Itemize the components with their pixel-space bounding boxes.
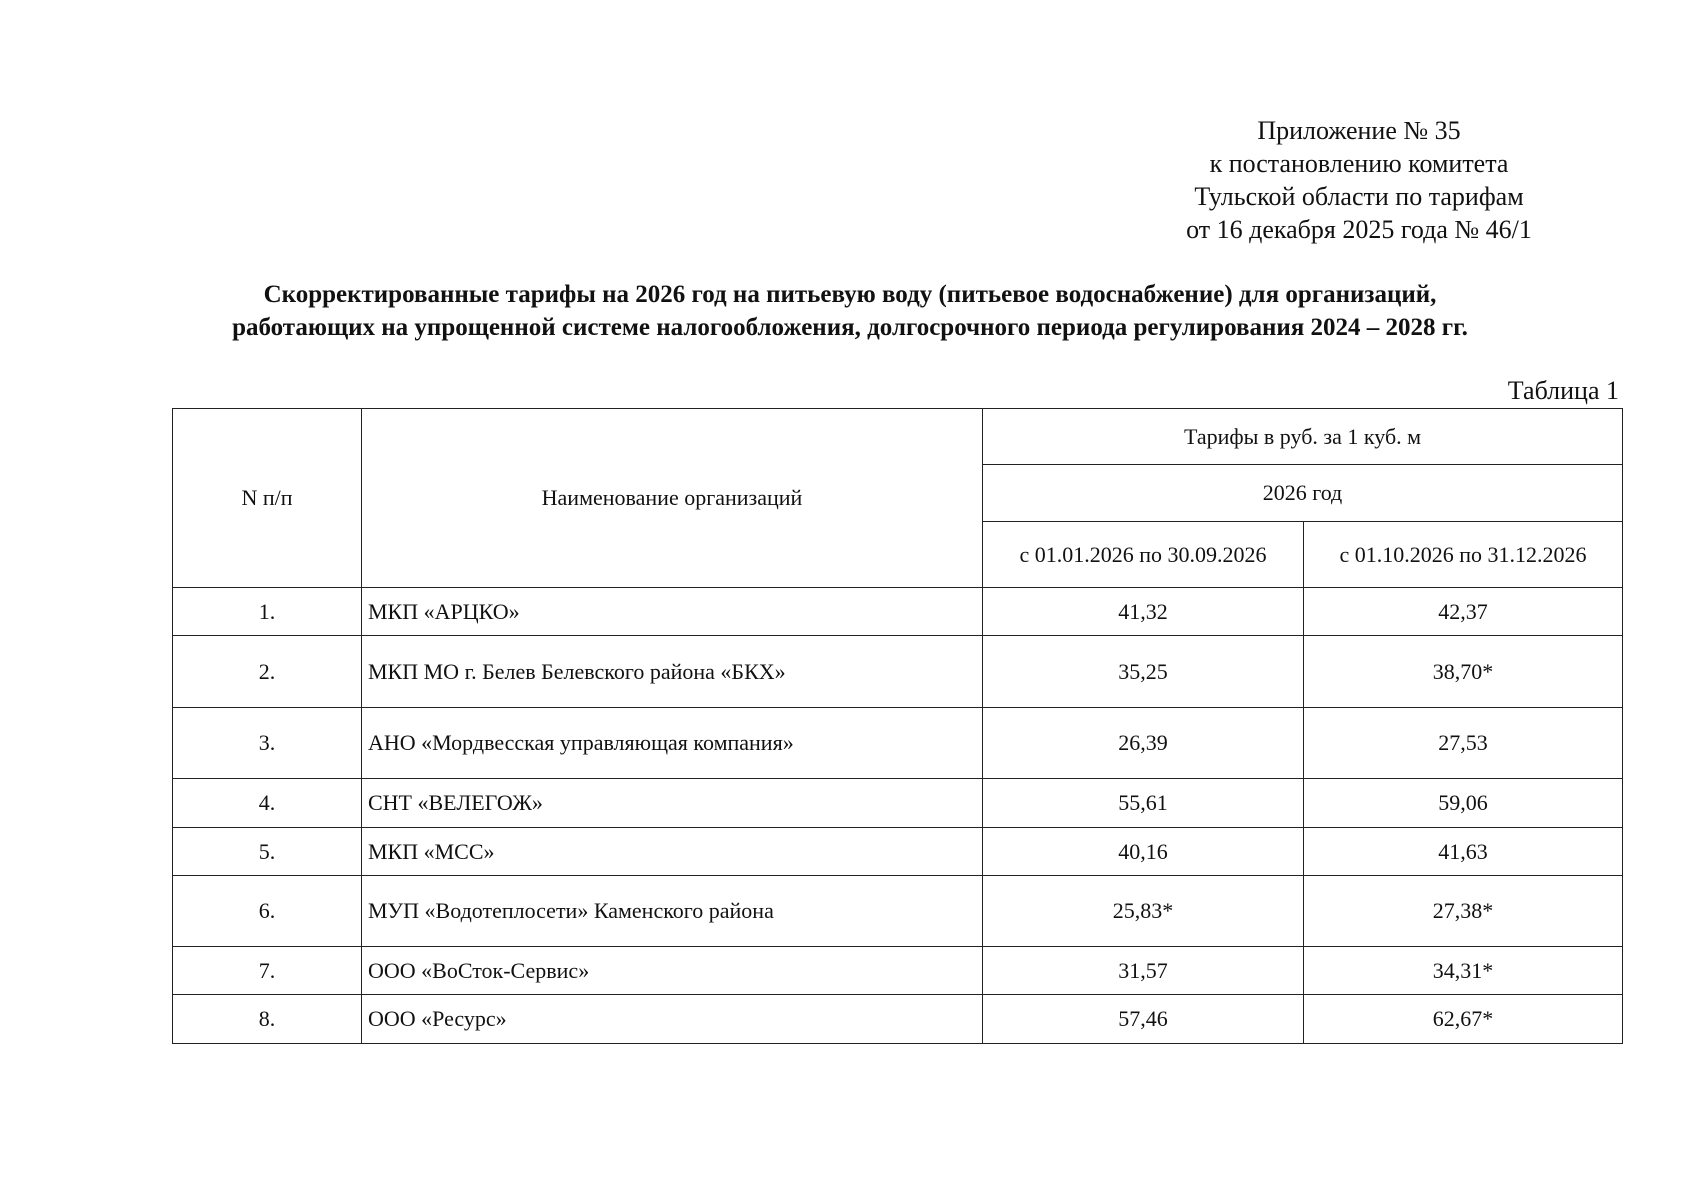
appendix-reference: к постановлению комитета [1209,149,1509,178]
row-number: 7. [173,947,362,995]
tariffs-table [172,408,1623,1044]
header-period-1: с 01.01.2026 по 30.09.2026 [983,522,1304,588]
table-label: Таблица 1 [1507,376,1619,405]
row-number: 1. [173,588,362,636]
tariff-period-2: 34,31* [1304,947,1623,995]
tariff-period-1: 26,39 [983,708,1304,779]
organization-name: ООО «Ресурс» [362,995,983,1044]
tariff-period-1: 31,57 [983,947,1304,995]
table-row [173,636,1623,708]
row-number: 8. [173,995,362,1044]
tariff-period-2: 62,67* [1304,995,1623,1044]
organization-name: АНО «Мордвесская управляющая компания» [362,708,983,779]
row-number: 4. [173,779,362,828]
appendix-block [1099,114,1619,246]
appendix-date: от 16 декабря 2025 года № 46/1 [1186,215,1532,244]
header-period-2: с 01.10.2026 по 31.12.2026 [1304,522,1623,588]
row-number: 6. [173,876,362,947]
title-line-1: Скорректированные тарифы на 2026 год на питьевую воду (питьевое водоснабжение) для организаций, [263,281,1437,308]
tariff-period-2: 59,06 [1304,779,1623,828]
organization-name: СНТ «ВЕЛЕГОЖ» [362,779,983,828]
appendix-number: Приложение № 35 [1257,116,1461,145]
table-row [173,588,1623,636]
tariff-period-2: 38,70* [1304,636,1623,708]
tariff-period-1: 41,32 [983,588,1304,636]
title-line-2: работающих на упрощенной системе налогообложения, долгосрочного периода регулирования 2024 – 2028 гг. [232,314,1468,341]
row-number: 2. [173,636,362,708]
row-number: 3. [173,708,362,779]
tariff-period-2: 27,38* [1304,876,1623,947]
document-title [140,278,1560,344]
table-row [173,708,1623,779]
tariff-period-1: 57,46 [983,995,1304,1044]
tariff-period-1: 55,61 [983,779,1304,828]
appendix-committee: Тульской области по тарифам [1194,182,1524,211]
tariff-period-1: 25,83* [983,876,1304,947]
header-name: Наименование организаций [362,409,983,588]
organization-name: ООО «ВоСток-Сервис» [362,947,983,995]
table-row [173,779,1623,828]
tariff-period-2: 42,37 [1304,588,1623,636]
organization-name: МКП МО г. Белев Белевского района «БКХ» [362,636,983,708]
organization-name: МУП «Водотеплосети» Каменского района [362,876,983,947]
header-year: 2026 год [983,465,1623,522]
tariff-period-1: 35,25 [983,636,1304,708]
tariff-period-2: 41,63 [1304,828,1623,876]
table-row [173,947,1623,995]
table-row [173,828,1623,876]
header-num: N п/п [173,409,362,588]
table-row [173,876,1623,947]
row-number: 5. [173,828,362,876]
tariff-period-1: 40,16 [983,828,1304,876]
organization-name: МКП «МСС» [362,828,983,876]
header-tariffs: Тарифы в руб. за 1 куб. м [983,409,1623,465]
tariff-period-2: 27,53 [1304,708,1623,779]
table-row [173,995,1623,1044]
organization-name: МКП «АРЦКО» [362,588,983,636]
